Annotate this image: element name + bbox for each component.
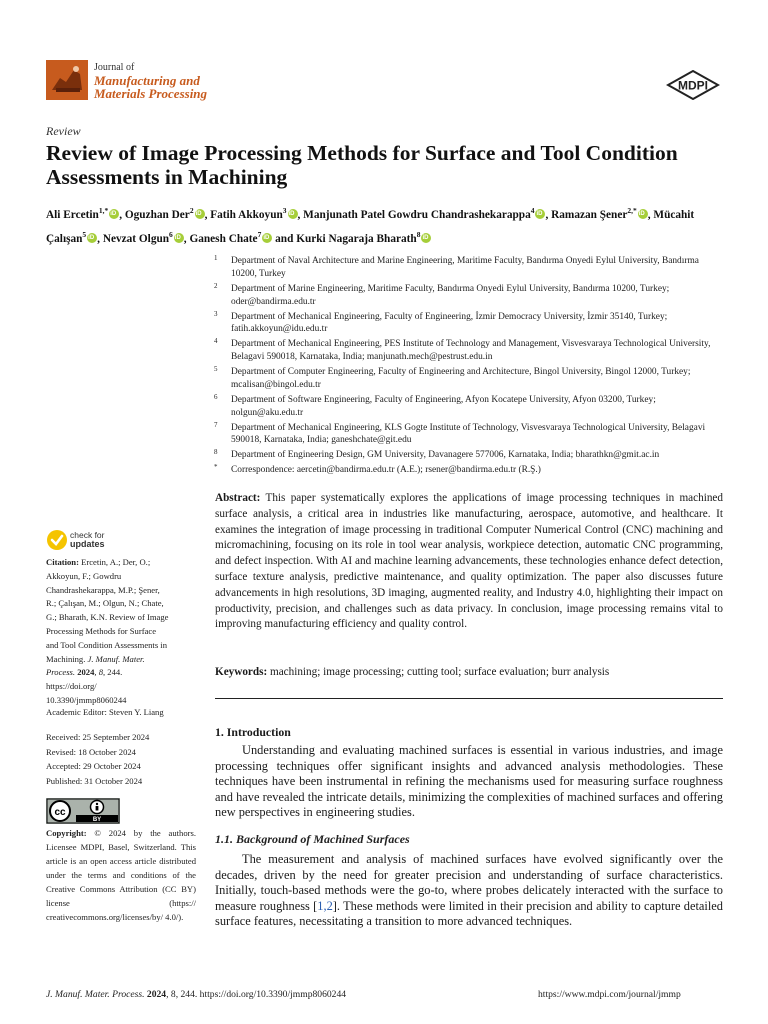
affiliation-text: Department of Computer Engineering, Faculty of Engineering and Architecture, Bingol University, Bingol 12000, Turkey; mcalisan@bingol.edu.tr	[231, 367, 691, 390]
affiliation-item	[212, 255, 727, 281]
copyright-text: © 2024 by the authors. Licensee MDPI, Basel, Switzerland. This article is an open access article distributed under the terms and conditions of the Creative Commons Attribution (CC BY) license (https:// creativecommons.org/licenses/by/ 4.0/).	[46, 828, 196, 922]
journal-of-label: Journal of	[94, 62, 135, 73]
orcid-icon[interactable]	[288, 209, 298, 219]
citation-volume: 8	[98, 667, 103, 678]
affiliation-text: Department of Mechanical Engineering, PES Institute of Technology and Management, Visvesvaraya Technological University, Belagavi 590018, Karnataka, India; manjunath.mech@pestrust.edu.in	[231, 339, 711, 363]
affiliation-item	[212, 464, 727, 477]
p2-text-before: The measurement and analysis of machined surfaces have evolved significantly over the decades, driven by the need for greater precision and understanding of surface characteristics. Initially, touch-based methods were the go-to, where probes delicately interacted with the surface to measure roughness [	[215, 852, 723, 913]
affiliation-text: Correspondence: aercetin@bandirma.edu.tr (A.E.); rsener@bandirma.edu.tr (R.Ş.)	[231, 465, 541, 476]
affiliation-text: Department of Mechanical Engineering, Faculty of Engineering, İzmir Democracy University, İzmir 35140, Turkey; fatih.akkoyun@idu.edu.tr	[231, 311, 668, 335]
orcid-icon[interactable]	[87, 233, 97, 243]
author-name[interactable]: Ramazan Şener	[551, 208, 628, 221]
affiliation-number: 1	[214, 254, 218, 262]
author-name[interactable]: Oguzhan Der	[124, 208, 190, 221]
copyright-block	[46, 826, 196, 924]
intro-paragraph-1: Understanding and evaluating machined surfaces is essential in various industries, and image processing techniques offer significant insights and advanced analysis methodologies. These techniques have been instrumental in refining the mechanisms used for measuring surface roughness and have revealed the intricate details, minimizing the complexities of machined surfaces and offering new perspectives in engineering studies.	[215, 743, 723, 820]
citation-doi[interactable]: , 244. https://doi.org/ 10.3390/jmmp8060244	[46, 667, 127, 705]
citation-journal: J. Manuf. Mater. Process.	[46, 653, 145, 678]
check-for-updates-button[interactable]	[46, 529, 126, 553]
affiliation-list	[212, 255, 727, 479]
check-updates-line1: check for	[70, 530, 105, 540]
journal-logo	[46, 60, 88, 100]
orcid-icon[interactable]	[421, 233, 431, 243]
affiliation-text: Department of Marine Engineering, Maritime Faculty, Bandırma Onyedi Eylul University, Bandırma 10200, Turkey; oder@bandirma.edu.tr	[231, 283, 670, 307]
svg-text:cc: cc	[54, 807, 66, 818]
cc-by-license-icon[interactable]	[46, 798, 120, 824]
abstract	[215, 491, 723, 633]
mdpi-logo-text: MDPI	[678, 78, 708, 93]
footer-citation	[46, 989, 346, 1000]
section-divider	[215, 698, 723, 699]
p2-text-after: ]. These methods were limited in their precision and ability to capture detailed surface features, necessitating a transition to more advanced techniques.	[215, 898, 723, 929]
footer-doi[interactable]: , 8, 244. https://doi.org/10.3390/jmmp8060244	[166, 989, 347, 1000]
abstract-label: Abstract:	[215, 492, 261, 504]
affiliation-item	[212, 449, 727, 462]
keywords-text: machining; image processing; cutting tool; surface evaluation; burr analysis	[270, 666, 610, 678]
author-affiliation-mark: 2,*	[627, 206, 637, 215]
author-name[interactable]: Manjunath Patel Gowdru Chandrashekarappa	[303, 208, 531, 221]
affiliation-text: Department of Engineering Design, GM University, Davanagere 577006, Karnataka, India; bharathkn@gmit.ac.in	[231, 450, 660, 461]
affiliation-number: 2	[214, 281, 218, 290]
date-accepted: Accepted: 29 October 2024	[46, 761, 141, 771]
orcid-icon[interactable]	[174, 233, 184, 243]
section-heading-introduction: 1. Introduction	[215, 725, 291, 739]
date-published: Published: 31 October 2024	[46, 775, 143, 786]
academic-editor: Academic Editor: Steven Y. Liang	[46, 707, 164, 717]
author-affiliation-mark: 5	[82, 229, 87, 239]
affiliation-item	[212, 422, 727, 448]
orcid-icon[interactable]	[638, 209, 648, 219]
affiliation-item	[212, 283, 727, 309]
mdpi-logo	[666, 70, 720, 100]
affiliation-item	[212, 338, 727, 364]
date-revised: Revised: 18 October 2024	[46, 746, 136, 757]
copyright-label: Copyright:	[46, 828, 87, 838]
orcid-icon[interactable]	[262, 233, 272, 243]
affiliation-item	[212, 366, 727, 392]
author-affiliation-mark: 6	[169, 229, 173, 239]
citation-text: Ercetin, A.; Der, O.; Akkoyun, F.; Gowdru Chandrashekarappa, M.P.; Şener, R.; Çalışan, M.; Olgun, N.; Chate, G.; Bharath, K.N. Review of Image Processing Methods for Surface and Tool Condition Assessments in Machining.	[46, 557, 169, 664]
author-affiliation-mark: 2	[189, 206, 194, 215]
author-affiliation-mark: 1,*	[98, 206, 109, 215]
affiliation-item	[212, 311, 727, 337]
intro-paragraph-2	[215, 852, 723, 930]
paper-title: Review of Image Processing Methods for Surface and Tool Condition Assessments in Machining	[46, 141, 678, 189]
author-name[interactable]: Ganesh Chate	[189, 232, 258, 245]
citation-link[interactable]: 1,2	[317, 898, 333, 913]
footer-year: 2024	[146, 989, 167, 1000]
orcid-icon[interactable]	[109, 209, 119, 219]
affiliation-text: Department of Mechanical Engineering, KLS Gogte Institute of Technology, Visvesvaraya Technological University, Belagavi 590018, Karnataka, India; ganeshchate@git.edu	[231, 422, 706, 446]
author-affiliation-mark: 4	[530, 206, 535, 215]
check-updates-icon	[46, 529, 68, 551]
article-type: Review	[46, 124, 81, 138]
check-updates-line2: updates	[70, 539, 105, 549]
affiliation-text: Department of Software Engineering, Faculty of Engineering, Afyon Kocatepe University, Afyon 03200, Turkey; nolgun@aku.edu.tr	[231, 394, 656, 418]
journal-title-block	[94, 61, 207, 100]
affiliation-number: 8	[214, 448, 218, 457]
keywords-label: Keywords:	[215, 666, 268, 678]
author-affiliation-mark: 3	[282, 206, 287, 215]
author-name[interactable]: Mücahit Çalışan	[46, 208, 695, 245]
author-name[interactable]: Kurki Nagaraja Bharath	[296, 232, 417, 245]
author-name[interactable]: Fatih Akkoyun	[210, 208, 283, 221]
author-name[interactable]: Ali Ercetin	[46, 208, 99, 221]
orcid-icon[interactable]	[195, 209, 205, 219]
author-affiliation-mark: 8	[416, 229, 421, 239]
affiliation-number: 6	[214, 392, 218, 401]
affiliation-number: 7	[214, 420, 218, 429]
subsection-heading-background: 1.1. Background of Machined Surfaces	[215, 832, 410, 846]
footer-journal-url[interactable]: https://www.mdpi.com/journal/jmmp	[538, 989, 681, 1000]
citation-label: Citation:	[46, 557, 79, 567]
author-affiliation-mark: 7	[257, 229, 262, 239]
date-received: Received: 25 September 2024	[46, 732, 150, 742]
dates-block	[46, 730, 149, 788]
affiliation-number: 3	[214, 309, 218, 318]
affiliation-number: 5	[214, 365, 218, 374]
abstract-text: This paper systematically explores the applications of image processing techniques in machined surface analysis, a critical area in industries like manufacturing, aerospace, automotive, and healthcare. It examines the integration of image processing in traditional Computer Numerical Control (CNC) machining and micromachining, focusing on its role in tool wear analysis, workpiece detection, automatic CNC programming, and defect inspection. With AI and machine learning advancements, these technologies enhance defect detection, surface texture analysis, predictive maintenance, and quality optimization. The paper also discusses future advancements in high resolutions, 3D imaging, augmented reality, and Industry 4.0, highlighting their impact on productivity, precision, and challenges such as data privacy. In conclusion, image processing remains vital to improving manufacturing efficiency and quality control.	[215, 492, 723, 631]
citation-block: Citation: Ercetin, A.; Der, O.; Akkoyun, F.; Gowdru Chandrashekarappa, M.P.; Şener, R.; Çalışan, M.; Olgun, N.; Chate, G.; Bharath, K.N. Review of Image Processing Methods for Surface and Tool Condition Assessments in Machining. J. Manuf. Mater. Process. 2024, 8, 244. https://doi.org/ 10.3390/jmmp8060244	[46, 557, 169, 705]
affiliation-number: 4	[214, 337, 218, 346]
author-name[interactable]: Nevzat Olgun	[102, 232, 170, 245]
svg-text:BY: BY	[92, 817, 102, 823]
keywords	[215, 665, 723, 680]
footer-journal: J. Manuf. Mater. Process.	[46, 989, 145, 1000]
affiliation-text: Department of Naval Architecture and Marine Engineering, Maritime Faculty, Bandırma Onyedi Eylul University, Bandırma 10200, Turkey	[231, 256, 699, 279]
orcid-icon[interactable]	[535, 209, 545, 219]
author-list: Ali Ercetin$^{1,*}$iD , Oguzhan Der$^2$iD , Fatih Akkoyun$^3$iD , Manjunath Patel Gowdru Chandrashekarappa$^4$iD , Ramazan Şener$^{2,*}$iD , Mücahit Çalışan$^5$iD , Nevzat Olgun$^6$iD , Ganesh Chate$^7$iD and Kurki Nagaraja Bharath$^8$iD	[46, 201, 726, 249]
journal-name-line2: Materials Processing	[94, 86, 208, 101]
affiliation-number: *	[214, 463, 218, 472]
affiliation-item	[212, 394, 727, 420]
journal-name-line1: Manufacturing and	[94, 73, 200, 88]
citation-year: 2024	[77, 667, 95, 678]
